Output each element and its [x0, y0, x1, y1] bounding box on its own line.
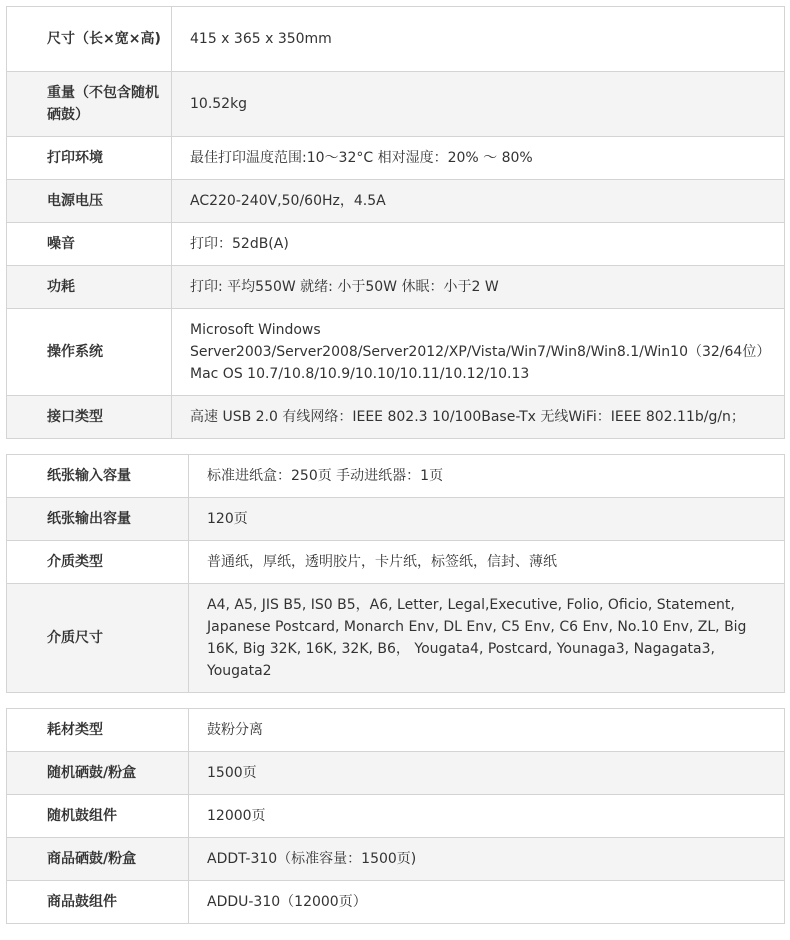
table-row — [7, 498, 785, 541]
spec-label: 随机鼓组件 — [7, 795, 189, 838]
spec-value: 打印：52dB(A) — [172, 223, 785, 266]
spec-value: AC220-240V,50/60Hz，4.5A — [172, 180, 785, 223]
table-row — [7, 795, 785, 838]
table-row — [7, 309, 785, 396]
spec-value: 12000页 — [189, 795, 785, 838]
spec-label: 噪音 — [7, 223, 172, 266]
general-spec-table — [6, 6, 785, 439]
spec-label: 接口类型 — [7, 396, 172, 439]
spec-value: 1500页 — [189, 752, 785, 795]
spec-value: 10.52kg — [172, 72, 785, 137]
table-row — [7, 7, 785, 72]
spec-label: 商品鼓组件 — [7, 881, 189, 924]
spec-value: Microsoft Windows Server2003/Server2008/Server2012/XP/Vista/Win7/Win8/Win8.1/Win10（32/64位） Mac OS 10.7/10.8/10.9/10.10/10.11/10.12/10.13 — [172, 309, 785, 396]
spec-value: 打印: 平均550W 就绪: 小于50W 休眠：小于2 W — [172, 266, 785, 309]
table-row — [7, 541, 785, 584]
table-row — [7, 266, 785, 309]
spec-label: 随机硒鼓/粉盒 — [7, 752, 189, 795]
spec-label: 耗材类型 — [7, 709, 189, 752]
spec-value: ADDT-310（标准容量：1500页) — [189, 838, 785, 881]
table-row — [7, 838, 785, 881]
spec-label: 功耗 — [7, 266, 172, 309]
consumable-spec-table — [6, 708, 785, 924]
table-row — [7, 137, 785, 180]
spec-label: 电源电压 — [7, 180, 172, 223]
spec-label: 操作系统 — [7, 309, 172, 396]
spec-label: 打印环境 — [7, 137, 172, 180]
spec-label: 纸张输入容量 — [7, 455, 189, 498]
table-row — [7, 396, 785, 439]
table-row — [7, 881, 785, 924]
table-row — [7, 584, 785, 693]
spec-label: 纸张输出容量 — [7, 498, 189, 541]
spec-value: ADDU-310（12000页） — [189, 881, 785, 924]
table-row — [7, 752, 785, 795]
spec-value: 120页 — [189, 498, 785, 541]
spec-value: 高速 USB 2.0 有线网络：IEEE 802.3 10/100Base-Tx 无线WiFi：IEEE 802.11b/g/n； — [172, 396, 785, 439]
spec-value: A4, A5, JIS B5, IS0 B5，A6, Letter, Legal,Executive, Folio, Oficio, Statement, Japanese Postcard, Monarch Env, DL Env, C5 Env, C6 Env, No.10 Env, ZL, Big 16K, Big 32K, 16K, 32K, B6， Yougata4, Postcard, Younaga3, Nagagata3, Yougata2 — [189, 584, 785, 693]
spec-label: 尺寸（长×宽×高) — [7, 7, 172, 72]
spec-label: 重量（不包含随机硒鼓） — [7, 72, 172, 137]
spec-label: 介质尺寸 — [7, 584, 189, 693]
paper-spec-table — [6, 454, 785, 693]
spec-value: 415 x 365 x 350mm — [172, 7, 785, 72]
spec-value: 鼓粉分离 — [189, 709, 785, 752]
table-row — [7, 223, 785, 266]
spec-value: 最佳打印温度范围:10～32°C 相对湿度：20% ～ 80% — [172, 137, 785, 180]
spec-label: 商品硒鼓/粉盒 — [7, 838, 189, 881]
spec-value: 标准进纸盒：250页 手动进纸器：1页 — [189, 455, 785, 498]
table-row — [7, 72, 785, 137]
table-row — [7, 455, 785, 498]
spec-value: 普通纸，厚纸，透明胶片，卡片纸，标签纸，信封、薄纸 — [189, 541, 785, 584]
table-row — [7, 709, 785, 752]
table-row — [7, 180, 785, 223]
spec-label: 介质类型 — [7, 541, 189, 584]
